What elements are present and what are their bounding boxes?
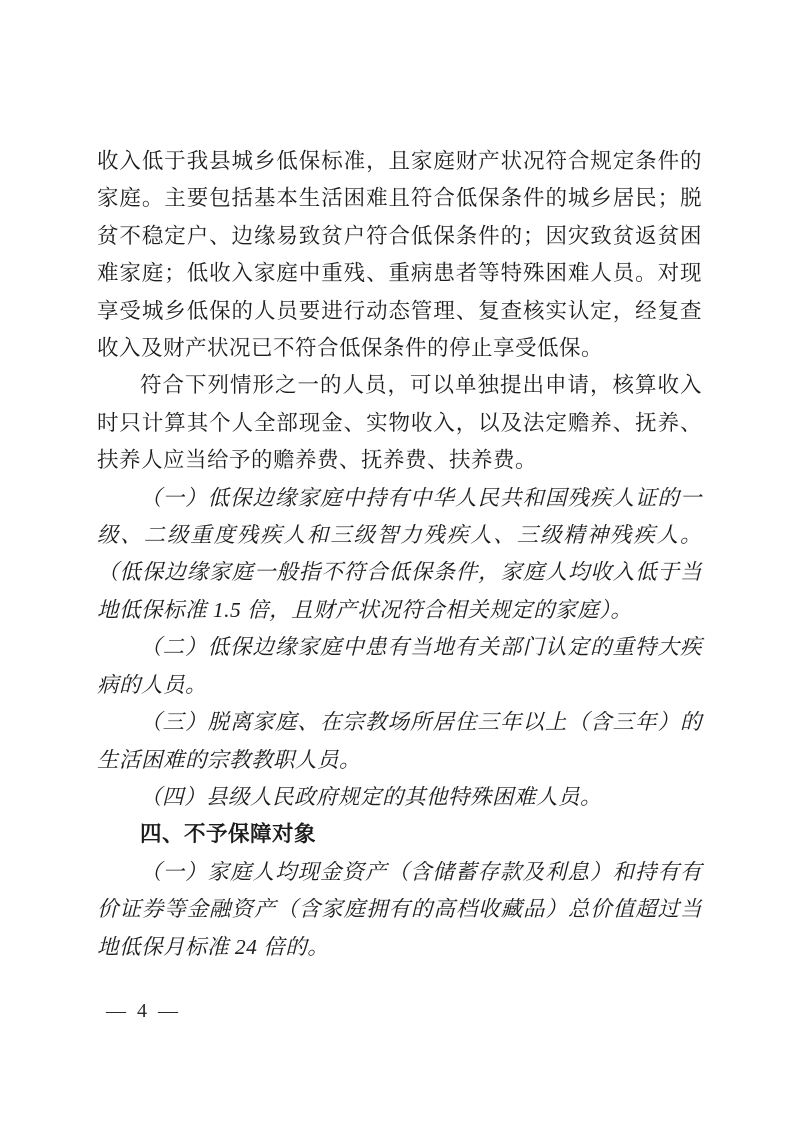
page-number: — 4 — [106, 1000, 181, 1022]
body-paragraph-continuation: 收入低于我县城乡低保标准，且家庭财产状况符合规定条件的家庭。主要包括基本生活困难且符合低保条件的城乡居民；脱贫不稳定户、边缘易致贫户符合低保条件的；因灾致贫返贫困难家庭；低收入家庭中重残、重病患者等特殊困难人员。对现享受城乡低保的人员要进行动态管理、复查核实认定，经复查收入及财产状况已不符合低保条件的停止享受低保。 [97, 149, 702, 361]
list-item-4: （四）县级人民政府规定的其他特殊困难人员。 [140, 784, 603, 809]
document-body [97, 143, 702, 966]
list-item-1: （一）低保边缘家庭中持有中华人民共和国残疾人证的一级、二级重度残疾人和三级智力残疾人、三级精神残疾人。（低保边缘家庭一般指不符合低保条件，家庭人均收入低于当地低保标准 1.5 倍，且财产状况符合相关规定的家庭）。 [97, 485, 702, 622]
body-paragraph: 符合下列情形之一的人员，可以单独提出申请，核算收入时只计算其个人全部现金、实物收入，以及法定赡养、抚养、扶养人应当给予的赡养费、抚养费、扶养费。 [97, 373, 702, 473]
list-item-3: （三）脱离家庭、在宗教场所居住三年以上（含三年）的生活困难的宗教教职人员。 [97, 710, 702, 772]
list-item-2: （二）低保边缘家庭中患有当地有关部门认定的重特大疾病的人员。 [97, 635, 702, 697]
page-footer [106, 998, 181, 1024]
section-heading: 四、不予保障对象 [140, 822, 317, 847]
list-item-5: （一）家庭人均现金资产（含储蓄存款及利息）和持有有价证券等金融资产（含家庭拥有的高档收藏品）总价值超过当地低保月标准 24 倍的。 [97, 859, 702, 959]
